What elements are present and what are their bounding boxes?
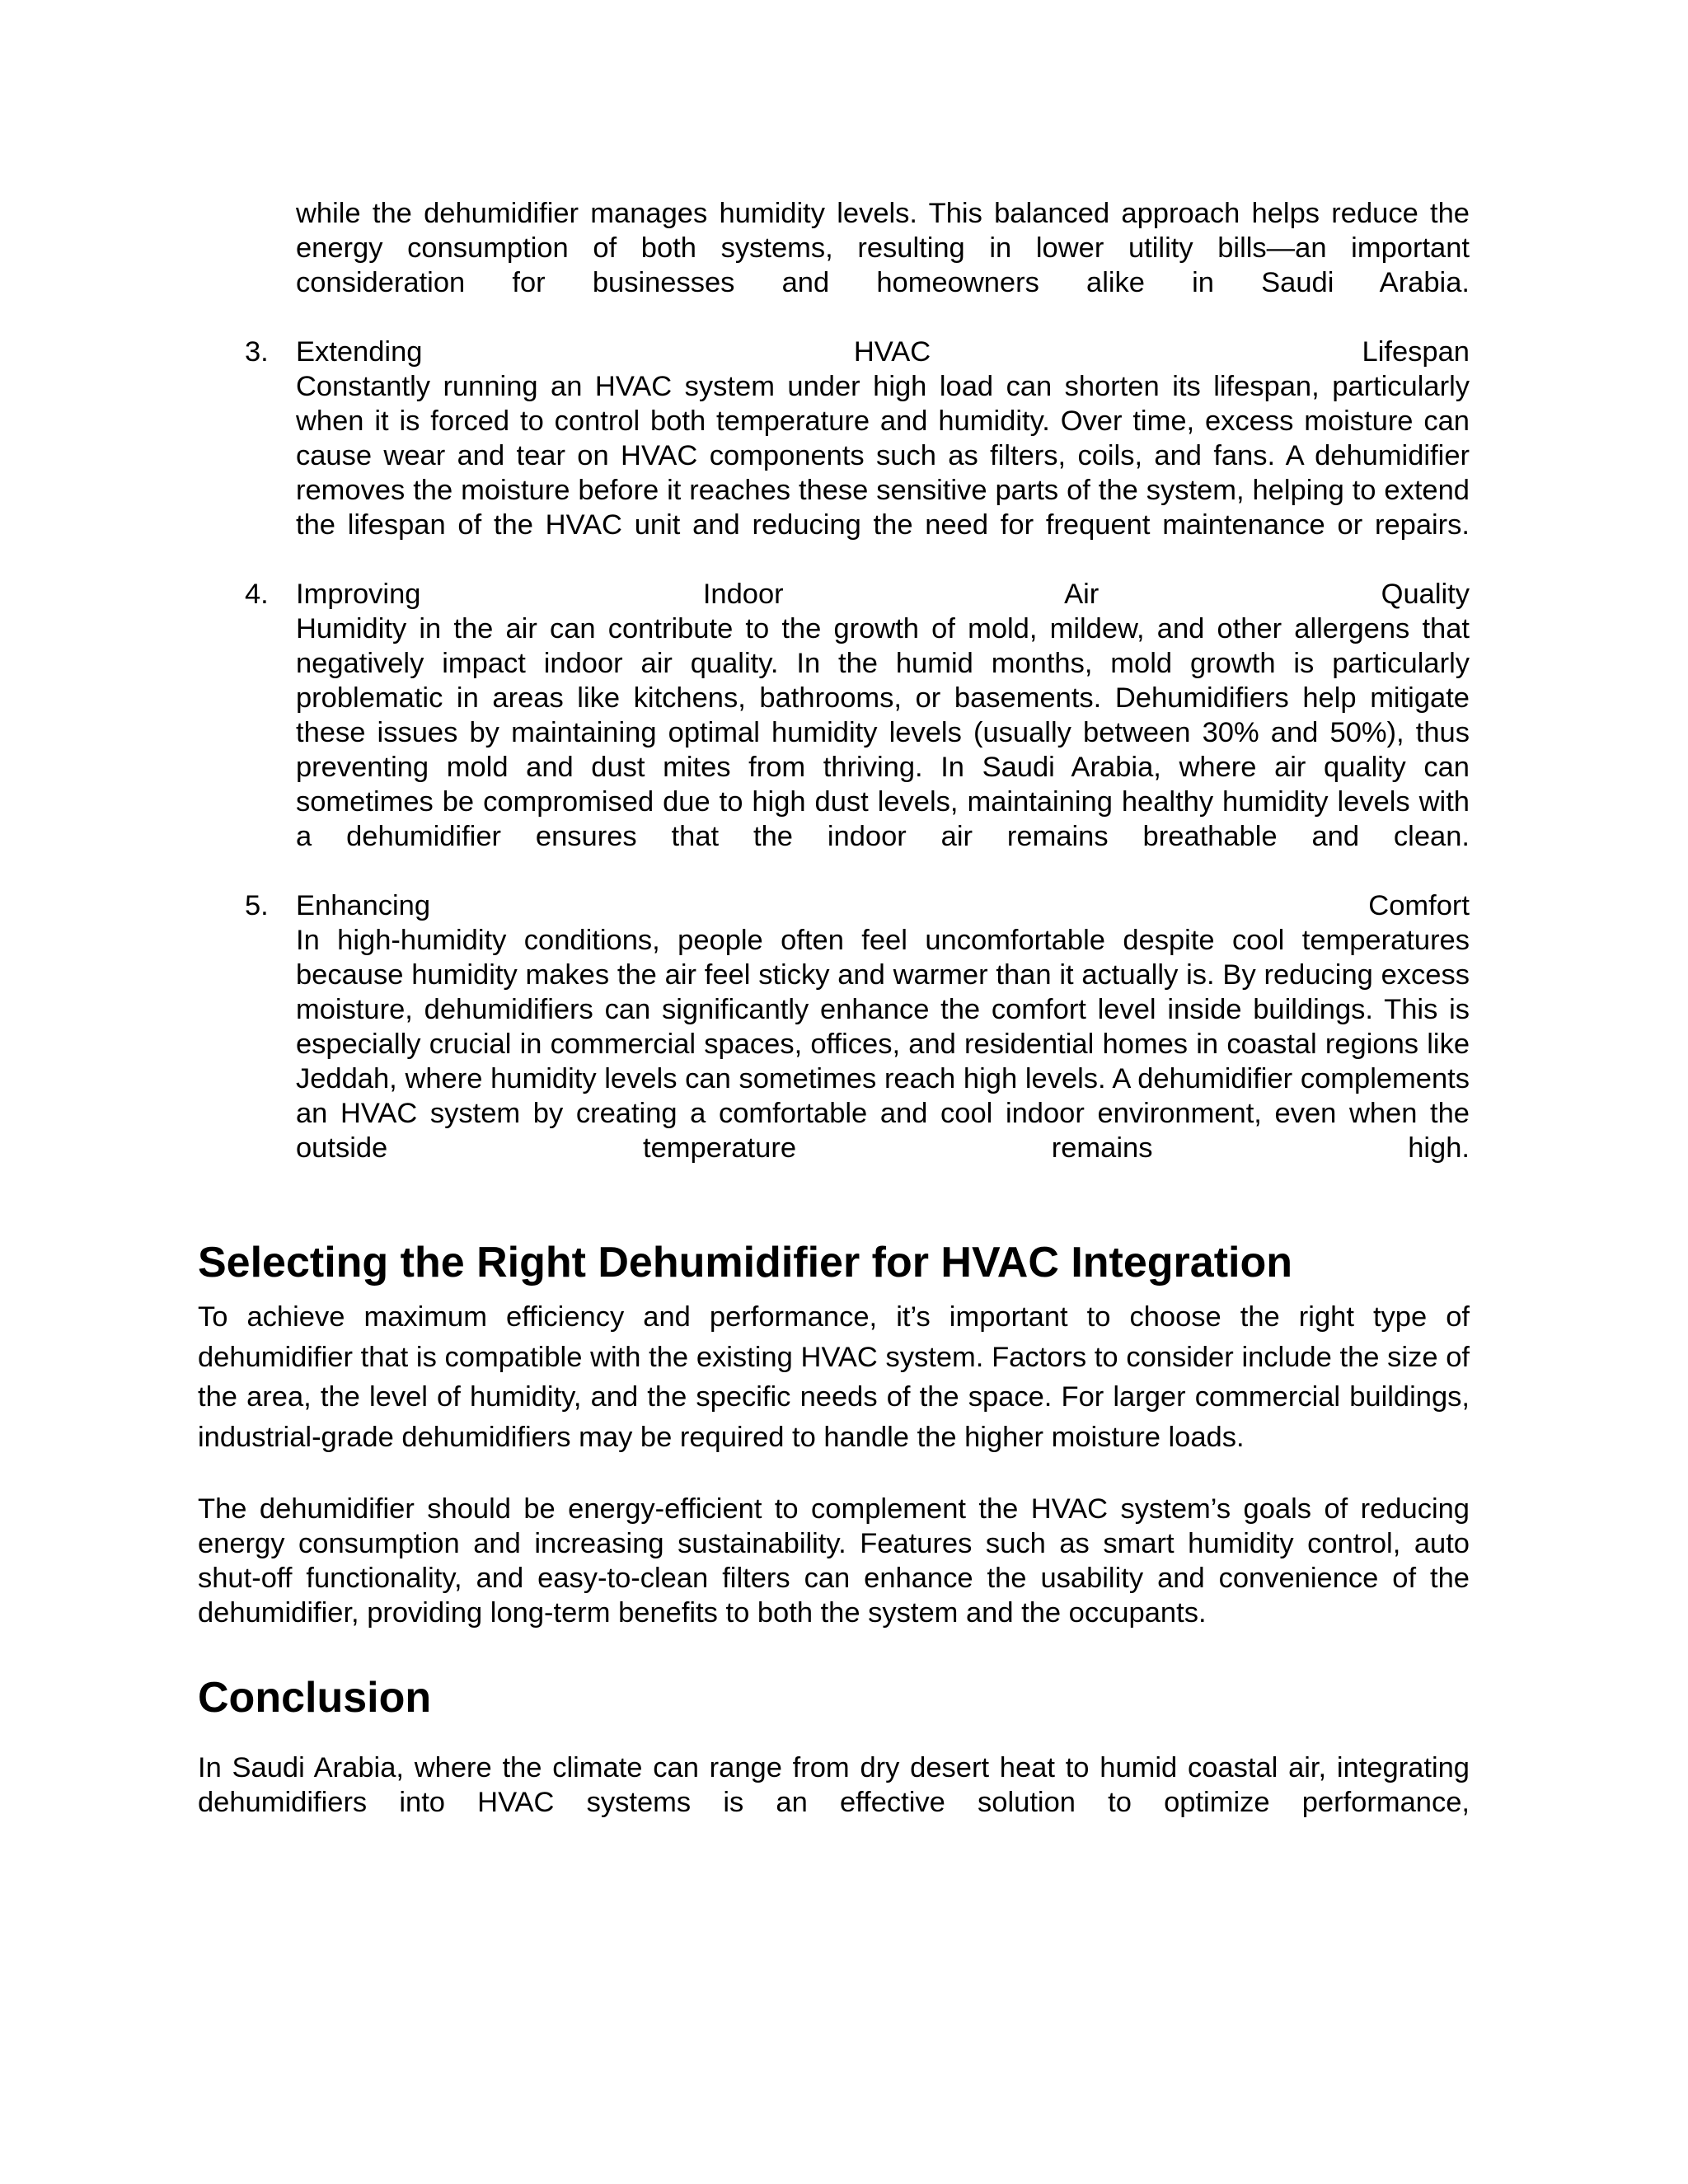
list-item-title: Enhancing Comfort <box>296 890 1470 921</box>
list-item-body: Constantly running an HVAC system under high load can shorten its lifespan, particularly when it is forced to control both temperature and humidity. Over time, excess moisture can cause wear and tear on HVAC components such as filters, coils, and fans. A dehumidifier removes the moisture before it reaches these sensitive parts of the system, helping to extend the lifespan of the HVAC unit and reducing the need for frequent maintenance or repairs. <box>296 371 1470 541</box>
list-item-body: Humidity in the air can contribute to the growth of mold, mildew, and other allergens that negatively impact indoor air quality. In the humid months, mold growth is particularly problematic in areas like kitchens, bathrooms, or basements. Dehumidifiers help mitigate these issues by maintaining optimal humidity levels (usually between 30% and 50%), thus preventing mold and dust mites from thriving. In Saudi Arabia, where air quality can sometimes be compromised due to high dust levels, maintaining healthy humidity levels with a dehumidifier ensures that the indoor air remains breathable and clean. <box>296 613 1470 852</box>
list-item-number: 5. <box>245 890 269 921</box>
section-heading-selecting-dehumidifier: Selecting the Right Dehumidifier for HVAC Integration <box>198 1239 1292 1286</box>
selecting-paragraph-2: The dehumidifier should be energy-efficient to complement the HVAC system’s goals of reducing energy consumption and increasing sustainability. Features such as smart humidity control, auto shut-off functionality, and easy-to-clean filters can enhance the usability and convenience of the dehumidifier, providing long-term benefits to both the system and the occupants. <box>198 1493 1470 1629</box>
list-item-enhancing-comfort <box>245 888 1470 1165</box>
intro-continuation-text: while the dehumidifier manages humidity levels. This balanced approach helps reduce the energy consumption of both systems, resulting in lower utility bills—an important consideration for businesses and homeowners alike in Saudi Arabia. <box>296 198 1470 298</box>
page-content <box>198 196 1470 1820</box>
list-item-number: 4. <box>245 579 269 610</box>
list-item-title: Extending HVAC Lifespan <box>296 336 1470 368</box>
list-item-extending-hvac-lifespan <box>245 335 1470 542</box>
list-item-body: In high-humidity conditions, people often feel uncomfortable despite cool temperatures because humidity makes the air feel sticky and warmer than it actually is. By reducing excess moisture, dehumidifiers can significantly enhance the comfort level inside buildings. This is especially crucial in commercial spaces, offices, and residential homes in coastal regions like Jeddah, where humidity levels can sometimes reach high levels. A dehumidifier complements an HVAC system by creating a comfortable and cool indoor environment, even when the outside temperature remains high. <box>296 925 1470 1164</box>
section-heading-conclusion: Conclusion <box>198 1674 432 1722</box>
numbered-list <box>198 196 1470 1165</box>
conclusion-paragraph: In Saudi Arabia, where the climate can range from dry desert heat to humid coastal air, integrating dehumidifiers into HVAC systems is an effective solution to optimize performance, <box>198 1752 1470 1818</box>
list-item-title: Improving Indoor Air Quality <box>296 579 1470 610</box>
selecting-paragraph-1: To achieve maximum efficiency and performance, it’s important to choose the right type of dehumidifier that is compatible with the existing HVAC system. Factors to consider include the size of the area, the level of humidity, and the specific needs of the space. For larger commercial buildings, industrial-grade dehumidifiers may be required to handle the higher moisture loads. <box>198 1301 1470 1453</box>
list-item-number: 3. <box>245 336 269 368</box>
list-item-improving-indoor-air-quality <box>245 577 1470 854</box>
